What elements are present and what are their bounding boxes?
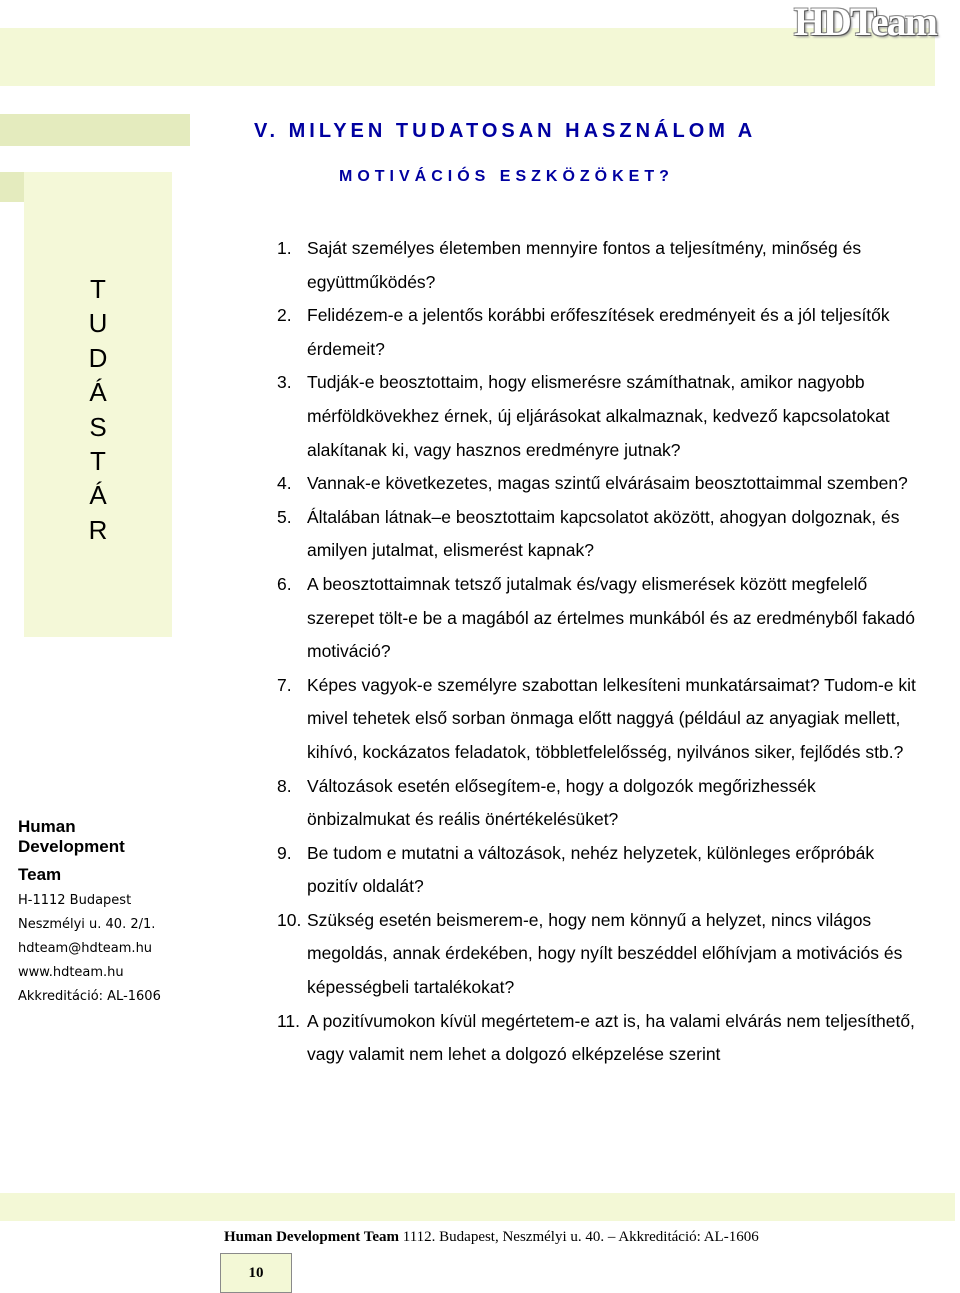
list-item-text: Általában látnak–e beosztottaim kapcsolatot aközött, ahogyan dolgoznak, és amilyen jutalmat, elismerést kapnak? [307,506,900,561]
list-item [277,232,917,299]
list-item-text: A beosztottaimnak tetsző jutalmak és/vagy elismerések között megfelelő szerepet tölt-e be a magából az értelmes munkából és az eredményből fakadó motiváció? [307,573,915,662]
list-item [277,904,917,1005]
company-info [18,817,188,1009]
list-item-number: 8. [277,775,292,796]
company-name-line2: Development [18,837,125,856]
list-item-number: 3. [277,372,292,393]
list-item-number: 10. [277,909,302,930]
vertical-letter: Á [89,480,107,511]
company-accreditation: Akkreditáció: AL-1606 [18,989,161,1004]
list-item-text: Be tudom e mutatni a változások, nehéz helyzetek, különleges erőpróbák pozitív oldalát? [307,842,875,897]
vertical-letter: T [90,445,106,476]
title-band [0,114,190,146]
list-item-text: Saját személyes életemben mennyire fontos a teljesítmény, minőség és együttműködés? [307,238,862,292]
list-item [277,299,917,366]
vertical-letter: D [88,342,108,373]
list-item-text: Vannak-e következetes, magas szintű elvárásaim beosztottaimmal szemben? [307,473,908,494]
company-name-line3: Team [18,865,62,884]
list-item-text: Tudják-e beosztottaim, hogy elismerésre számíthatnak, amikor nagyobb mérföldkövekhez érnek, új eljárásokat alkalmaznak, kedvező kapcsolatokat alakítanak ki, vagy hasznos eredményre jutnak? [307,372,890,460]
list-item-number: 1. [277,238,292,258]
company-website[interactable]: www.hdteam.hu [18,965,124,980]
list-item [277,1005,917,1072]
footer-dash: – [607,1229,616,1245]
hdteam-logo: HDTeam [793,0,936,44]
list-item-number: 7. [277,674,292,695]
list-item [277,568,917,669]
list-item-text: Változások esetén elősegítem-e, hogy a dolgozók megőrizhessék önbizalmukat és reális önértékelésüket? [307,775,816,830]
vertical-letter: R [88,514,108,545]
list-item-number: 11. [277,1010,301,1031]
company-address: H-1112 Budapest [18,893,132,908]
page-number: 10 [220,1253,292,1293]
list-item-text: Felidézem-e a jelentős korábbi erőfeszítések eredményeit és a jól teljesítők érdemeit? [307,305,890,359]
vertical-letter: U [88,308,108,339]
vertical-letter: Á [89,377,107,408]
list-item-number: 5. [277,506,292,527]
list-item-number: 2. [277,305,292,326]
list-item-text: A pozitívumokon kívül megértetem-e azt is, ha valami elvárás nem teljesíthető, vagy valamit nem lehet a dolgozó elképzelése szerint [307,1010,915,1065]
list-item-number: 6. [277,573,292,594]
vertical-word [58,272,138,547]
list-item [277,501,917,568]
section-title-line1: V. MILYEN TUDATOSAN HASZNÁLOM A [254,120,757,142]
vertical-letter: T [90,274,106,304]
list-item [277,467,917,501]
company-name-line1: Human [18,817,76,836]
list-item-text: Képes vagyok-e személyre szabottan lelkesíteni munkatársaimat? Tudom-e kit mivel tehetek első sorban önmaga előtt naggyá (például az anyagiak mellett, kihívó, kockázatos feladatok, többletfelelősség, nyilvános siker, fejlődés stb.? [307,674,916,762]
vertical-letter: S [89,411,107,442]
list-item-text: Szükség esetén beismerem-e, hogy nem könnyű a helyzet, nincs világos megoldás, annak érdekében, hogy nyílt beszéddel előhívjam a motivációs és képességbeli tartalékokat? [307,909,903,998]
question-list [277,232,917,1072]
list-item [277,669,917,770]
section-title-line2: MOTIVÁCIÓS ESZKÖZÖKET? [339,168,674,185]
footer-company: Human Development Team [224,1229,400,1245]
list-item-number: 9. [277,842,292,863]
list-item [277,770,917,837]
footer-address: 1112. Budapest, Neszmélyi u. 40. [402,1229,605,1245]
company-email[interactable]: hdteam@hdteam.hu [18,941,153,956]
list-item-number: 4. [277,473,292,494]
footer-accreditation: Akkreditáció: AL-1606 [618,1229,759,1245]
list-item [277,366,917,467]
list-item [277,837,917,904]
footer-band [0,1193,955,1221]
company-street: Neszmélyi u. 40. 2/1. [18,917,156,932]
footer-line [224,1229,759,1246]
